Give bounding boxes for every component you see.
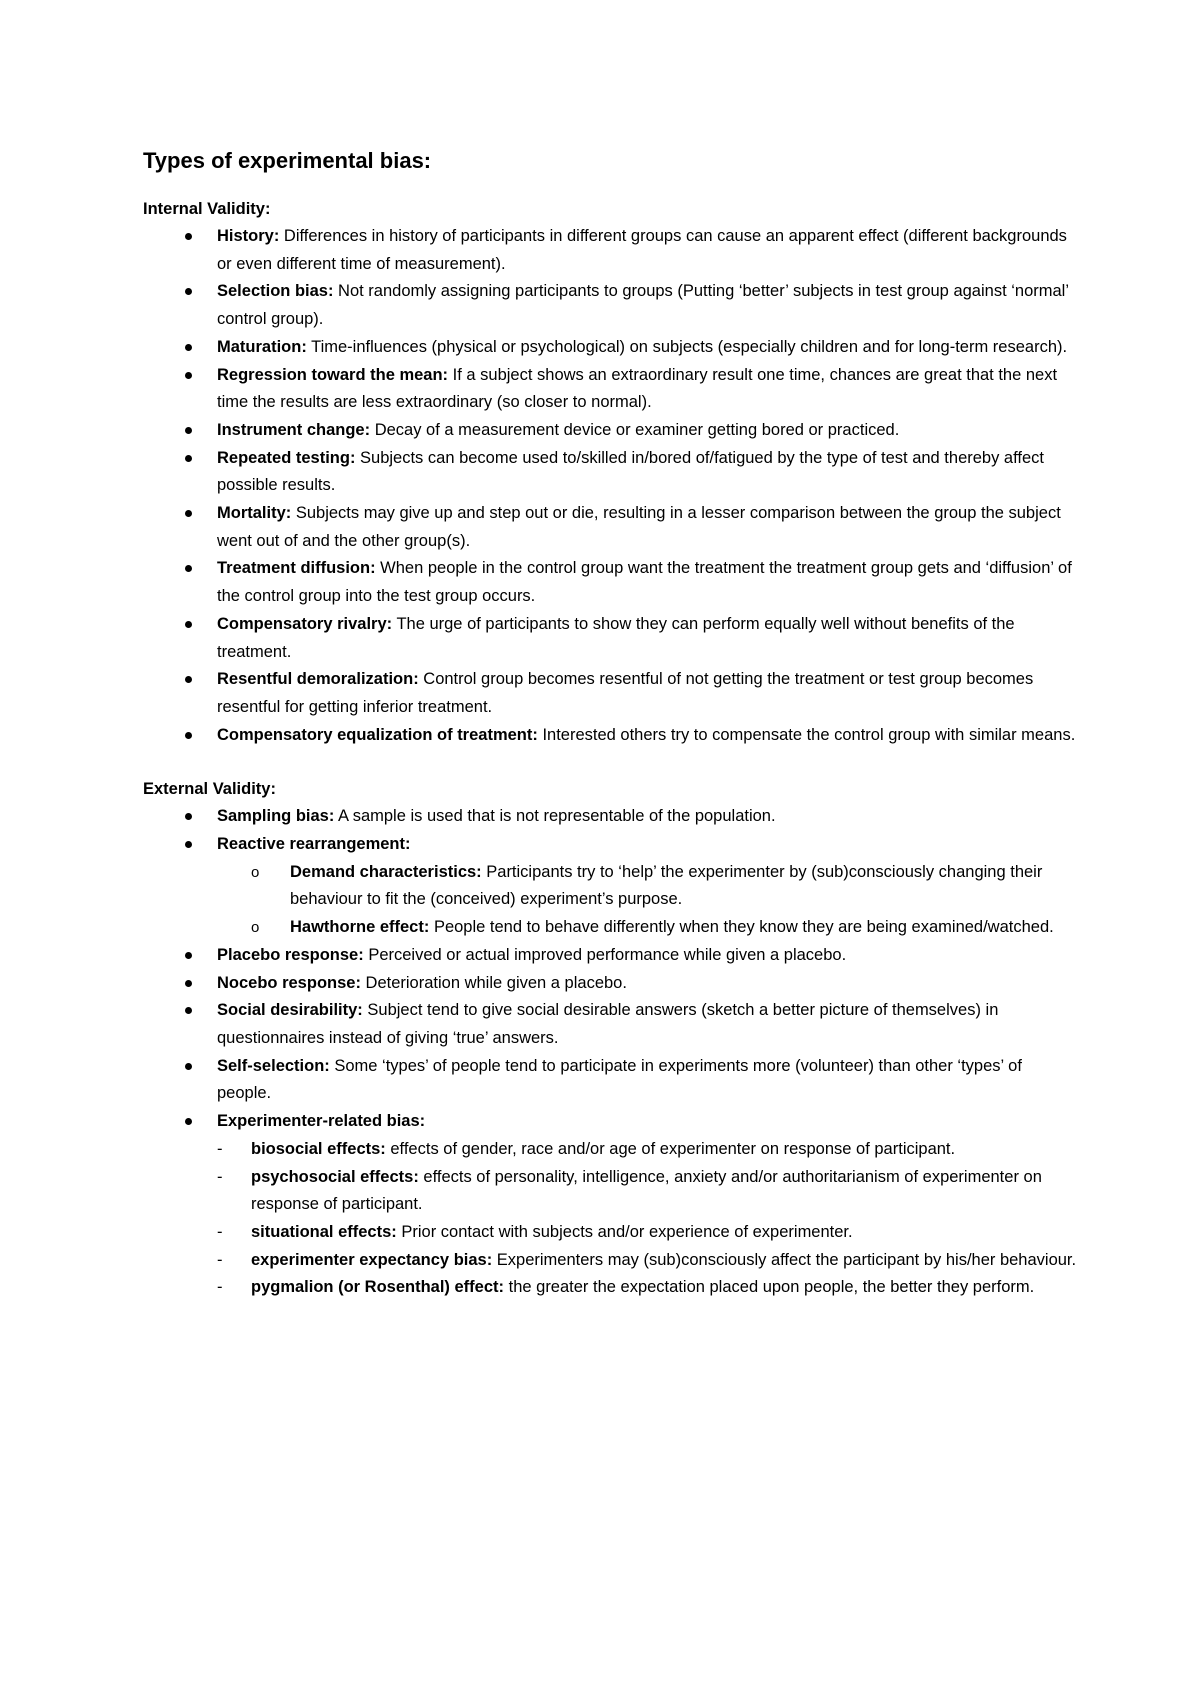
item-text: When people in the control group want the treatment the treatment group gets and ‘diffusion’ of the control group into the test group occurs. [217,559,1072,606]
list-item [143,611,1078,666]
item-text: People tend to behave differently when they know they are being examined/watched. [429,918,1054,937]
external-validity-list [143,803,1078,1302]
item-text: Decay of a measurement device or examiner getting bored or practiced. [370,420,900,439]
item-term: Mortality: [217,504,292,523]
sub-list-item [143,1274,1078,1302]
list-item [143,500,1078,555]
list-item [143,417,1078,445]
item-text: the greater the expectation placed upon people, the better they perform. [504,1278,1035,1297]
item-term: pygmalion (or Rosenthal) effect: [251,1278,505,1297]
list-item [143,666,1078,721]
item-term: Regression toward the mean: [217,365,449,384]
item-term: Treatment diffusion: [217,559,376,578]
list-item [143,334,1078,362]
sub-list-item [143,1136,1078,1164]
item-term: Repeated testing: [217,448,356,467]
item-text: effects of gender, race and/or age of experimenter on response of participant. [385,1139,956,1158]
item-term: Reactive rearrangement: [217,835,411,854]
item-term: biosocial effects: [251,1139,386,1158]
item-term: Placebo response: [217,945,364,964]
item-term: Compensatory rivalry: [217,614,393,633]
item-text: If a subject shows an extraordinary result one time, chances are great that the next time the results are less extraordinary (so closer to normal). [217,365,1058,412]
item-term: Resentful demoralization: [217,670,419,689]
item-term: Nocebo response: [217,973,361,992]
external-validity-heading: External Validity: [143,780,276,799]
sub-list-item [143,914,1078,942]
list-item [143,722,1078,750]
list-item [143,278,1078,333]
item-text: A sample is used that is not representable of the population. [334,807,776,826]
list-item [143,362,1078,417]
item-term: situational effects: [251,1222,397,1241]
item-term: Hawthorne effect: [290,918,430,937]
document-content [143,146,1078,1302]
item-text: effects of personality, intelligence, anxiety and/or authoritarianism of experimenter on response of participant. [251,1167,1042,1214]
list-item [143,997,1078,1052]
item-term: Maturation: [217,337,307,356]
internal-validity-heading: Internal Validity: [143,200,271,218]
item-term: Compensatory equalization of treatment: [217,725,538,744]
item-term: History: [217,227,280,245]
item-text: Deterioration while given a placebo. [360,973,627,992]
item-term: Instrument change: [217,420,371,439]
item-text: The urge of participants to show they can perform equally well without benefits of the treatment. [217,614,1015,661]
sub-list-item [143,859,1078,914]
item-text: Subjects may give up and step out or die, resulting in a lesser comparison between the group the subject went out of and the other group(s). [217,504,1061,550]
list-item [143,803,1078,831]
list-item [143,1053,1078,1108]
item-term: Sampling bias: [217,807,335,826]
item-text: Time-influences (physical or psychological) on subjects (especially children and for long-term research). [306,337,1068,356]
item-term: Selection bias: [217,282,334,301]
item-text: Control group becomes resentful of not getting the treatment or test group becomes resentful for getting inferior treatment. [217,670,1034,716]
list-item [143,1108,1078,1136]
page-title: Types of experimental bias: [143,148,432,173]
item-text: Perceived or actual improved performance while given a placebo. [363,945,847,964]
list-item [143,942,1078,970]
item-text: Experimenters may (sub)consciously affect the participant by his/her behaviour. [492,1250,1077,1269]
item-text: Participants try to ‘help’ the experimenter by (sub)consciously changing their behaviour to fit the (conceived) experiment’s purpose. [290,862,1043,909]
internal-validity-list [143,223,1078,749]
sub-list-item [143,1247,1078,1275]
item-text: Subjects can become used to/skilled in/bored of/fatigued by the type of test and thereby affect possible results. [217,448,1044,495]
item-text: Prior contact with subjects and/or experience of experimenter. [396,1222,853,1241]
item-term: Social desirability: [217,1001,363,1020]
item-term: experimenter expectancy bias: [251,1250,493,1269]
list-item [143,445,1078,500]
item-term: Experimenter-related bias: [217,1112,426,1131]
list-item [143,223,1078,278]
list-item [143,970,1078,998]
sub-list-item [143,1164,1078,1219]
item-term: Self-selection: [217,1056,330,1075]
item-text: Not randomly assigning participants to groups (Putting ‘better’ subjects in test group against ‘normal’ control group). [217,282,1069,329]
item-term: psychosocial effects: [251,1167,419,1186]
item-term: Demand characteristics: [290,862,482,881]
item-text: Subject tend to give social desirable answers (sketch a better picture of themselves) in questionnaires instead of giving ‘true’ answers. [217,1001,999,1047]
list-item [143,831,1078,859]
sub-list-item [143,1219,1078,1247]
item-text: Differences in history of participants in different groups can cause an apparent effect (different backgrounds or even different time of measurement). [217,227,1067,273]
item-text: Some ‘types’ of people tend to participate in experiments more (volunteer) than other ‘types’ of people. [217,1056,1022,1103]
item-text: Interested others try to compensate the control group with similar means. [537,725,1076,744]
section-spacer [143,749,1078,776]
list-item [143,555,1078,610]
